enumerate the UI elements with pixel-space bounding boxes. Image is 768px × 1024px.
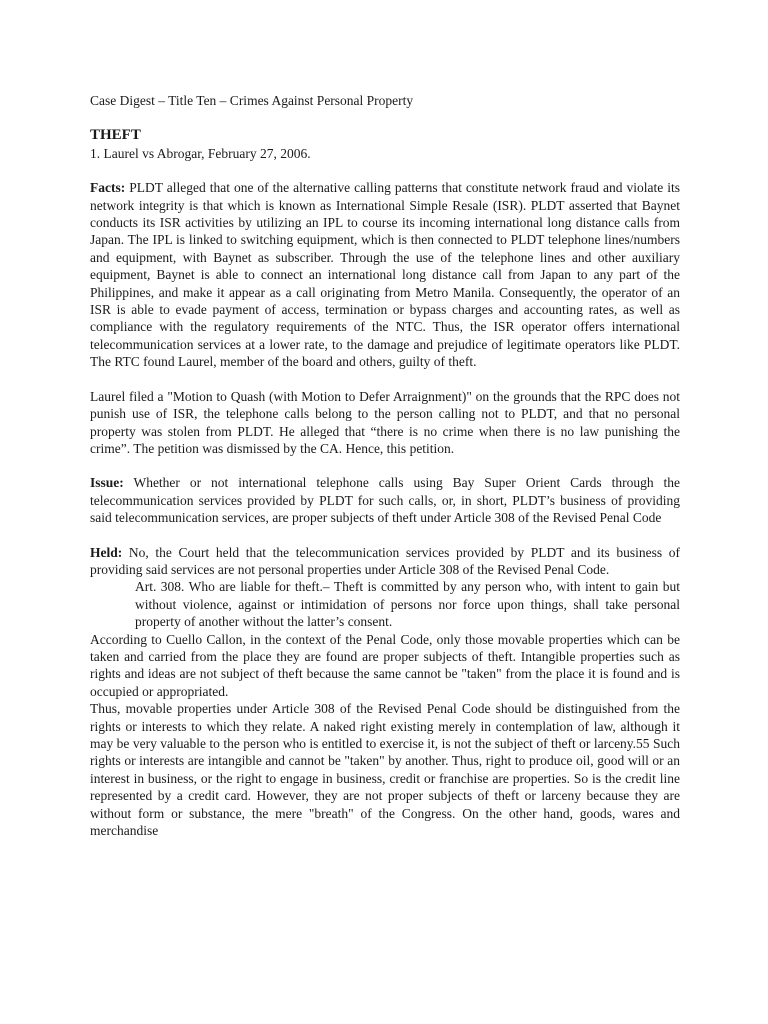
issue-text: Whether or not international telephone calls using Bay Super Orient Cards through the telecommunication services provided by PLDT for such calls, or, in short, PLDT’s business of providing said telecommunication services, are proper subjects of theft under Article 308 of the Revised Penal Code xyxy=(90,475,680,526)
article-quote: Art. 308. Who are liable for theft.– Theft is committed by any person who, with intent to gain but without violence, against or intimidation of persons nor force upon things, shall take personal property of another without the latter’s consent. xyxy=(135,579,680,630)
facts-paragraph xyxy=(90,179,680,370)
issue-label: Issue: xyxy=(90,475,124,491)
held-text: No, the Court held that the telecommunication services provided by PLDT and its business of providing said services are not personal properties under Article 308 of the Revised Penal Code. xyxy=(90,544,680,577)
document-title: Case Digest – Title Ten – Crimes Against Personal Property xyxy=(90,93,414,108)
facts-text: PLDT alleged that one of the alternative calling patterns that constitute network fraud and violate its network integrity is that which is known as International Simple Resale (ISR). PLDT asserted that Baynet conducts its ISR activities by utilizing an IPL to course its incoming international long distance calls from Japan. The IPL is linked to switching equipment, which is then connected to PLDT telephone lines/numbers and equipment, with Baynet as subscriber. Through the use of the telephone lines and other auxiliary equipment, Baynet is able to connect an international long distance call from Japan to any part of the Philippines, and make it appear as a call originating from Metro Manila. Consequently, the operator of an ISR is able to evade payment of access, termination or bypass charges and accounting rates, as well as compliance with the regulatory requirements of the NTC. Thus, the ISR operator offers international telecommunication services at a lower rate, to the damage and prejudice of legitimate operators like PLDT. The RTC found Laurel, member of the board and others, guilty of theft. xyxy=(90,180,680,370)
held-label: Held: xyxy=(90,544,123,560)
document-page xyxy=(90,92,680,839)
held-paragraph xyxy=(90,544,680,579)
motion-paragraph: Laurel filed a "Motion to Quash (with Motion to Defer Arraignment)" on the grounds that the RPC does not punish use of ISR, the telephone calls belong to the person calling not to PLDT, and that no personal property was stolen from PLDT. He alleged that “there is no crime when there is no law punishing the crime”. The petition was dismissed by the CA. Hence, this petition. xyxy=(90,388,680,456)
thus-paragraph: Thus, movable properties under Article 308 of the Revised Penal Code should be distinguished from the rights or interests to which they relate. A naked right existing merely in contemplation of law, although it may be very valuable to the person who is entitled to exercise it, is not the subject of theft or larceny.55 Such rights or interests are intangible and cannot be "taken" by another. Thus, right to produce oil, good will or an interest in business, or the right to engage in business, credit or franchise are properties. So is the credit line represented by a credit card. However, they are not proper subjects of theft or larceny because they are without form or substance, the mere "breath" of the Congress. On the other hand, goods, wares and merchandise xyxy=(90,701,680,839)
facts-label: Facts: xyxy=(90,180,126,196)
cuello-paragraph: According to Cuello Callon, in the context of the Penal Code, only those movable properties which can be taken and carried from the place they are found are proper subjects of theft. Intangible properties such as rights and ideas are not subject of theft because the same cannot be "taken" from the place it is found and is occupied or appropriated. xyxy=(90,631,680,699)
issue-paragraph xyxy=(90,474,680,526)
case-title: 1. Laurel vs Abrogar, February 27, 2006. xyxy=(90,145,311,161)
section-heading: THEFT xyxy=(90,127,141,144)
